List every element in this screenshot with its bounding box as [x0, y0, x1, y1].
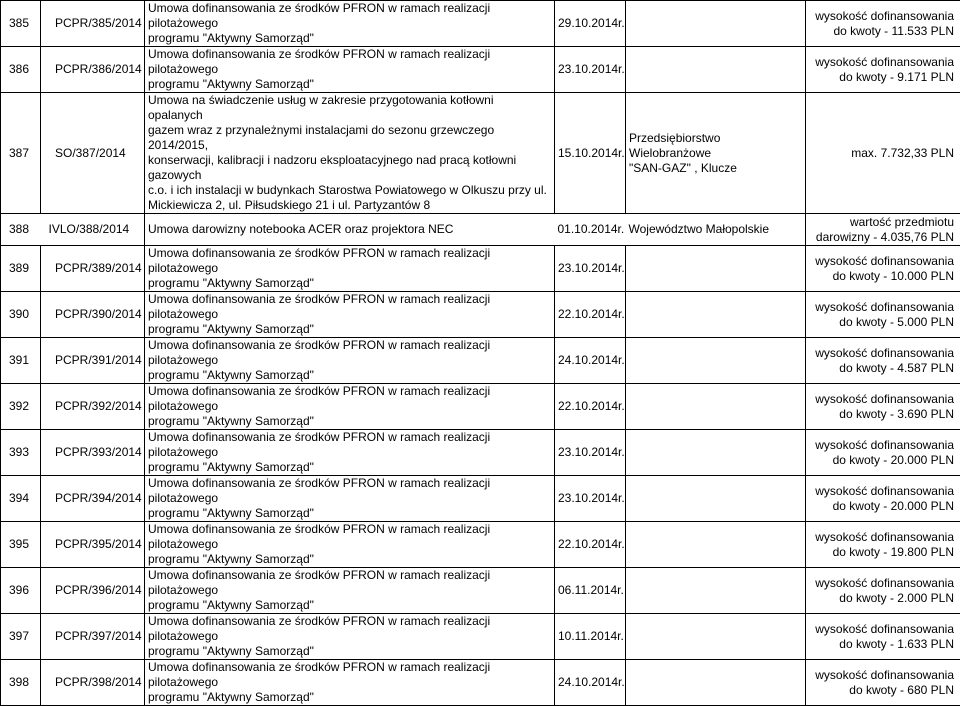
value-cell-line: do kwoty - 20.000 PLN: [809, 499, 954, 514]
table-row: [1, 476, 960, 522]
table-row: [1, 93, 960, 214]
row-number-cell: 397: [1, 614, 41, 660]
row-number-cell: 396: [1, 568, 41, 614]
party-cell: [626, 47, 806, 93]
signature-cell: PCPR/398/2014: [41, 660, 145, 706]
signature-cell: PCPR/397/2014: [41, 614, 145, 660]
signature-cell: PCPR/395/2014: [41, 522, 145, 568]
date-cell: 10.11.2014r.: [555, 614, 626, 660]
signature-cell: SO/387/2014: [41, 93, 145, 214]
value-cell: [806, 1, 960, 47]
description-cell-line: Umowa dofinansowania ze środków PFRON w ramach realizacji pilotażowego: [148, 430, 551, 460]
value-cell-line: wysokość dofinansowania: [809, 9, 954, 24]
table-row: [1, 338, 960, 384]
value-cell-line: do kwoty - 2.000 PLN: [809, 591, 954, 606]
date-cell: 23.10.2014r.: [555, 430, 626, 476]
date-cell: 06.11.2014r.: [555, 568, 626, 614]
party-cell: [626, 214, 806, 246]
table-row: [1, 1, 960, 47]
description-cell: [145, 384, 555, 430]
row-number-cell: 387: [1, 93, 41, 214]
party-cell: [626, 430, 806, 476]
party-cell: [626, 614, 806, 660]
description-cell-line: Umowa dofinansowania ze środków PFRON w ramach realizacji pilotażowego: [148, 47, 551, 77]
party-cell-line: "SAN-GAZ" , Klucze: [629, 161, 802, 176]
table-row: [1, 430, 960, 476]
value-cell: [806, 47, 960, 93]
party-cell: [626, 476, 806, 522]
row-number-cell: 395: [1, 522, 41, 568]
date-cell: 23.10.2014r.: [555, 47, 626, 93]
value-cell: [806, 384, 960, 430]
value-cell: [806, 338, 960, 384]
value-cell-line: do kwoty - 5.000 PLN: [809, 315, 954, 330]
description-cell-line: programu "Aktywny Samorząd": [148, 690, 551, 705]
value-cell-line: wysokość dofinansowania: [809, 254, 954, 269]
description-cell: [145, 522, 555, 568]
description-cell: [145, 338, 555, 384]
description-cell: [145, 430, 555, 476]
value-cell: [806, 660, 960, 706]
table-row: [1, 522, 960, 568]
date-cell: 23.10.2014r.: [555, 476, 626, 522]
party-cell: [626, 1, 806, 47]
description-cell-line: programu "Aktywny Samorząd": [148, 506, 551, 521]
description-cell-line: konserwacji, kalibracji i nadzoru eksploatacyjnego nad pracą kotłowni gazowych: [148, 153, 551, 183]
description-cell-line: programu "Aktywny Samorząd": [148, 368, 551, 383]
party-cell: [626, 384, 806, 430]
signature-cell: IVLO/388/2014: [41, 214, 145, 246]
contracts-table-body: [1, 1, 960, 706]
description-cell: [145, 93, 555, 214]
value-cell-line: wysokość dofinansowania: [809, 668, 954, 683]
description-cell-line: programu "Aktywny Samorząd": [148, 31, 551, 46]
party-cell: [626, 246, 806, 292]
value-cell-line: do kwoty - 9.171 PLN: [809, 70, 954, 85]
value-cell: [806, 476, 960, 522]
value-cell-line: wysokość dofinansowania: [809, 300, 954, 315]
value-cell-line: darowizny - 4.035,76 PLN: [809, 230, 954, 245]
table-row: [1, 214, 960, 246]
value-cell: [806, 522, 960, 568]
value-cell-line: wysokość dofinansowania: [809, 392, 954, 407]
value-cell-line: do kwoty - 680 PLN: [809, 683, 954, 698]
value-cell: [806, 93, 960, 214]
value-cell: [806, 430, 960, 476]
value-cell-line: wysokość dofinansowania: [809, 530, 954, 545]
signature-cell: PCPR/385/2014: [41, 1, 145, 47]
description-cell-line: Umowa dofinansowania ze środków PFRON w ramach realizacji pilotażowego: [148, 384, 551, 414]
description-cell-line: Umowa na świadczenie usług w zakresie przygotowania kotłowni opalanych: [148, 93, 551, 123]
value-cell: [806, 614, 960, 660]
description-cell-line: c.o. i ich instalacji w budynkach Starostwa Powiatowego w Olkuszu przy ul.: [148, 183, 551, 198]
party-cell: [626, 338, 806, 384]
value-cell-line: wysokość dofinansowania: [809, 484, 954, 499]
value-cell: [806, 246, 960, 292]
row-number-cell: 389: [1, 246, 41, 292]
signature-cell: PCPR/394/2014: [41, 476, 145, 522]
table-row: [1, 47, 960, 93]
signature-cell: PCPR/392/2014: [41, 384, 145, 430]
value-cell-line: do kwoty - 1.633 PLN: [809, 637, 954, 652]
description-cell-line: Umowa dofinansowania ze środków PFRON w ramach realizacji pilotażowego: [148, 292, 551, 322]
value-cell-line: wysokość dofinansowania: [809, 576, 954, 591]
date-cell: 24.10.2014r.: [555, 338, 626, 384]
value-cell-line: wysokość dofinansowania: [809, 438, 954, 453]
value-cell: [806, 214, 960, 246]
row-number-cell: 391: [1, 338, 41, 384]
table-row: [1, 384, 960, 430]
party-cell: [626, 522, 806, 568]
row-number-cell: 393: [1, 430, 41, 476]
signature-cell: PCPR/390/2014: [41, 292, 145, 338]
description-cell-line: Mickiewicza 2, ul. Piłsudskiego 21 i ul. Partyzantów 8: [148, 198, 551, 213]
value-cell-line: max. 7.732,33 PLN: [809, 146, 954, 161]
date-cell: 01.10.2014r.: [555, 214, 626, 246]
signature-cell: PCPR/391/2014: [41, 338, 145, 384]
description-cell-line: gazem wraz z przynależnymi instalacjami do sezonu grzewczego 2014/2015,: [148, 123, 551, 153]
party-cell: [626, 292, 806, 338]
date-cell: 22.10.2014r.: [555, 522, 626, 568]
value-cell-line: wysokość dofinansowania: [809, 346, 954, 361]
description-cell-line: Umowa dofinansowania ze środków PFRON w ramach realizacji pilotażowego: [148, 1, 551, 31]
signature-cell: PCPR/389/2014: [41, 246, 145, 292]
description-cell-line: Umowa dofinansowania ze środków PFRON w ramach realizacji pilotażowego: [148, 476, 551, 506]
date-cell: 24.10.2014r.: [555, 660, 626, 706]
value-cell-line: do kwoty - 19.800 PLN: [809, 545, 954, 560]
description-cell-line: Umowa darowizny notebooka ACER oraz projektora NEC: [148, 222, 552, 237]
description-cell-line: programu "Aktywny Samorząd": [148, 414, 551, 429]
description-cell-line: Umowa dofinansowania ze środków PFRON w ramach realizacji pilotażowego: [148, 522, 551, 552]
description-cell-line: programu "Aktywny Samorząd": [148, 644, 551, 659]
row-number-cell: 385: [1, 1, 41, 47]
row-number-cell: 386: [1, 47, 41, 93]
party-cell-line: Przedsiębiorstwo Wielobranżowe: [629, 131, 802, 161]
row-number-cell: 394: [1, 476, 41, 522]
value-cell-line: do kwoty - 10.000 PLN: [809, 269, 954, 284]
date-cell: 23.10.2014r.: [555, 246, 626, 292]
signature-cell: PCPR/396/2014: [41, 568, 145, 614]
value-cell-line: do kwoty - 11.533 PLN: [809, 24, 954, 39]
row-number-cell: 398: [1, 660, 41, 706]
value-cell-line: do kwoty - 3.690 PLN: [809, 407, 954, 422]
row-number-cell: 390: [1, 292, 41, 338]
date-cell: 29.10.2014r.: [555, 1, 626, 47]
description-cell: [145, 476, 555, 522]
description-cell-line: programu "Aktywny Samorząd": [148, 552, 551, 567]
description-cell-line: programu "Aktywny Samorząd": [148, 322, 551, 337]
description-cell-line: Umowa dofinansowania ze środków PFRON w ramach realizacji pilotażowego: [148, 246, 551, 276]
table-row: [1, 660, 960, 706]
value-cell-line: wysokość dofinansowania: [809, 622, 954, 637]
table-row: [1, 246, 960, 292]
description-cell: [145, 1, 555, 47]
description-cell: [145, 246, 555, 292]
date-cell: 22.10.2014r.: [555, 384, 626, 430]
row-number-cell: 388: [1, 214, 41, 246]
value-cell-line: wysokość dofinansowania: [809, 55, 954, 70]
date-cell: 22.10.2014r.: [555, 292, 626, 338]
description-cell: [145, 47, 555, 93]
description-cell-line: programu "Aktywny Samorząd": [148, 460, 551, 475]
table-row: [1, 614, 960, 660]
value-cell-line: do kwoty - 4.587 PLN: [809, 361, 954, 376]
description-cell-line: programu "Aktywny Samorząd": [148, 598, 551, 613]
date-cell: 15.10.2014r.: [555, 93, 626, 214]
description-cell-line: programu "Aktywny Samorząd": [148, 276, 551, 291]
description-cell: [145, 214, 555, 246]
description-cell-line: Umowa dofinansowania ze środków PFRON w ramach realizacji pilotażowego: [148, 660, 551, 690]
party-cell-line: Województwo Małopolskie: [629, 222, 803, 237]
description-cell-line: Umowa dofinansowania ze środków PFRON w ramach realizacji pilotażowego: [148, 568, 551, 598]
description-cell: [145, 660, 555, 706]
party-cell: [626, 660, 806, 706]
signature-cell: PCPR/393/2014: [41, 430, 145, 476]
signature-cell: PCPR/386/2014: [41, 47, 145, 93]
table-row: [1, 292, 960, 338]
description-cell: [145, 292, 555, 338]
value-cell: [806, 292, 960, 338]
value-cell-line: do kwoty - 20.000 PLN: [809, 453, 954, 468]
description-cell-line: Umowa dofinansowania ze środków PFRON w ramach realizacji pilotażowego: [148, 614, 551, 644]
value-cell-line: wartość przedmiotu: [809, 215, 954, 230]
party-cell: [626, 93, 806, 214]
row-number-cell: 392: [1, 384, 41, 430]
description-cell: [145, 614, 555, 660]
description-cell-line: programu "Aktywny Samorząd": [148, 77, 551, 92]
description-cell-line: Umowa dofinansowania ze środków PFRON w ramach realizacji pilotażowego: [148, 338, 551, 368]
